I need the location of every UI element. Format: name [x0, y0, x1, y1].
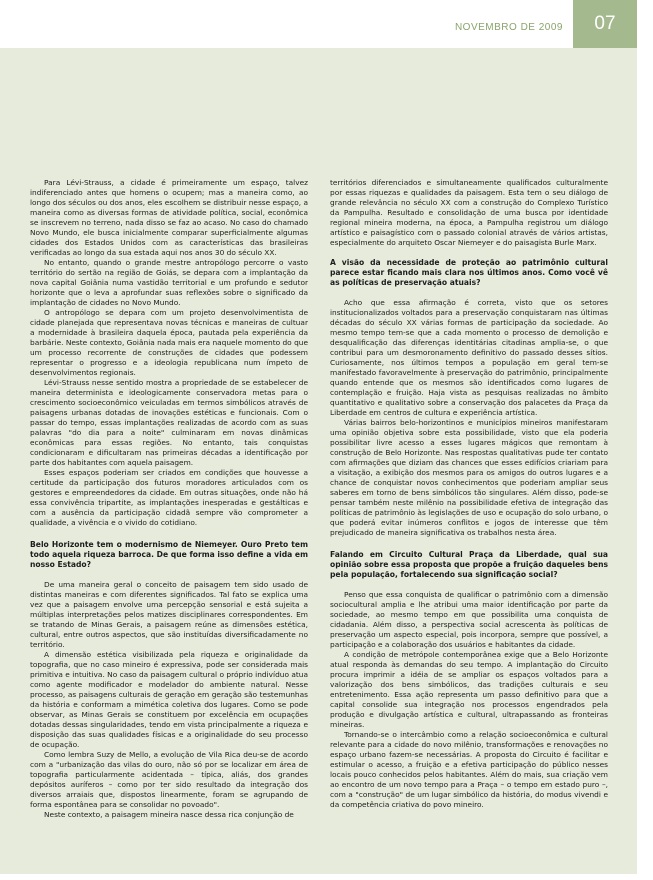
body-paragraph: territórios diferenciados e simultaneamente qualificados culturalmente por essas riquezas e qualidades da paisagem. Esta tem o seu diálogo de grande relevância no século XX com a construção do Complexo Turístico da Pampulha. Resultado e consolidação de uma busca por identidade regional mineira moderna, na época, a Pampulha registrou um diálogo artístico e paisagístico com o passado colonial através de vários artistas, especialmente do arquiteto Oscar Niemeyer e do paisagista Burle Marx.	[330, 178, 608, 247]
right-column	[330, 178, 608, 810]
body-paragraph: Neste contexto, a paisagem mineira nasce dessa rica conjunção de	[44, 810, 294, 819]
left-column	[30, 178, 308, 820]
body-paragraph: No entanto, quando o grande mestre antropólogo percorre o vasto território do sertão na região de Goiás, se depara com a implantação da nova capital Goiânia numa vastidão territorial e um profundo e sedutor horizonte que o leva a aprofundar suas reflexões sobre o significado da implantação de cidades no Novo Mundo.	[30, 258, 308, 307]
body-paragraph: Penso que essa conquista de qualificar o patrimônio com a dimensão sociocultural amplia e lhe atribui uma maior identificação por parte da sociedade, ao mesmo tempo em que possibilita uma conquista de cidadania. Além disso, a perspectiva social acrescenta às políticas de preservação um aspecto especial, pois incorpora, sempre que possível, a participação e a colaboração dos usuários e habitantes da cidade.	[330, 590, 608, 649]
body-paragraph: O antropólogo se depara com um projeto desenvolvimentista de cidade planejada que representava novas técnicas e maneiras de cultuar a modernidade à brasileira daquela época, pautada pela experiência da barbárie. Neste contexto, Goiânia nada mais era naquele momento do que um processo recorrente de construções de cidades que podessem representar o progresso e a ideologia republicana num ímpeto de desenvolvimentos regionais.	[30, 308, 308, 377]
page-margin-right	[637, 48, 653, 880]
interview-question: A visão da necessidade de proteção ao patrimônio cultural parece estar ficando mais clara nos últimos anos. Como você vê as políticas de preservação atuais?	[330, 258, 608, 287]
body-paragraph: Tornando-se o intercâmbio como a relação socioeconômica e cultural relevante para a cidade do novo milênio, transformações e renovações no espaço urbano fazem-se necessárias. A proposta do Circuito é facilitar e estimular o acesso, a fruição e a efetiva participação do público nesses locais pouco conhecidos pelos habitantes. Além do mais, sua criação vem ao encontro de um novo tempo para a Praça – o tempo em estado puro –, com a "construção" de um lugar simbólico da história, do modus vivendi e da competência criativa do povo mineiro.	[330, 730, 608, 809]
body-paragraph: Para Lévi-Strauss, a cidade é primeiramente um espaço, talvez indiferenciado antes que homens o ocupem; mas a maneira como, ao longo dos séculos ou dos anos, eles escolhem se distribuir nesse espaço, a maneira como as diversas formas de atividade política, social, econômica se inscrevem no terreno, nada disso se faz ao acaso. No caso do chamado Novo Mundo, ele busca inicialmente comparar superficialmente algumas cidades dos Estados Unidos com as características das brasileiras verificadas ao longo da sua estada aqui nos anos 30 do século XX.	[30, 178, 308, 257]
body-paragraph: A condição de metrópole contemporânea exige que a Belo Horizonte atual responda às demandas do seu tempo. A implantação do Circuito procura imprimir a idéia de se ampliar os espaços voltados para a valorização dos bens simbólicos, das tradições culturais e seu entretenimento. Essa ação representa um passo definitivo para que a capital consolide sua integração nos processos engendrados pela produção e divulgação artística e cultural, ultrapassando as fronteiras mineiras.	[330, 650, 608, 729]
page-margin-bottom	[0, 874, 653, 880]
body-paragraph: Como lembra Suzy de Mello, a evolução de Vila Rica deu-se de acordo com a "urbanização das vilas do ouro, não só por se localizar em área de topografia particularmente acidentada – típica, aliás, dos grandes depósitos auríferos – como por ter sido resultado da integração dos diversos arraiais que, dispostos linearmente, foram se agrupando de forma espontânea para se consolidar no povoado".	[30, 750, 308, 809]
body-paragraph: A dimensão estética visibilizada pela riqueza e originalidade da topografia, que no caso mineiro é expressiva, pode ser considerada mais primitiva e intuitiva. No caso da paisagem cultural o próprio indivíduo atua como agente modificador e modelador do ambiente natural. Nesse processo, as paisagens culturais de geração em geração são testemunhas da história e conformam a mimética coletiva dos lugares. Como se pode observar, as Minas Gerais se constituem por excelência em ocupações dotadas dessas singularidades, tendo em vista principalmente a riqueza e disposição das suas qualidades físicas e a originalidade do seu processo de ocupação.	[30, 650, 308, 749]
interview-question: Falando em Circuito Cultural Praça da Liberdade, qual sua opinião sobre essa proposta que propõe a fruição daqueles bens pela população, fortalecendo sua significação social?	[330, 550, 608, 579]
body-paragraph: Acho que essa afirmação é correta, visto que os setores institucionalizados voltados para a preservação conquistaram nas últimas décadas do século XX várias formas de participação da sociedade. Ao mesmo tempo tem-se que a cada momento o processo de demolição e desqualificação das diferenças identitárias citadinas amplia-se, o que contribui para um desmoronamento definitivo do passado desses sítios. Curiosamente, nos últimos tempos a população em geral tem-se manifestado favoravelmente à preservação do patrimônio, principalmente quando entende que os mesmos são identificados como lugares de contemplação e fruição. Haja vista as pesquisas realizadas no âmbito quantitativo e qualitativo sobre a conservação dos palacetes da Praça da Liberdade em centros de cultura e experiência artística.	[330, 298, 608, 417]
header-date: NOVEMBRO DE 2009	[454, 22, 563, 33]
body-paragraph: Várias bairros belo-horizontinos e municípios mineiros manifestaram uma opinião objetiva sobre esta possibilidade, visto que ela poderia possibilitar livre acesso a esses lugares mágicos que remontam à construção de Belo Horizonte. Nas respostas qualitativas pude ter contato com afirmações que diziam das chances que esses edifícios criariam para a visitação, a exibição dos mesmos para os amigos do outros lugares e a chance de conquistar novos conhecimentos que poderiam ampliar seus saberes em torno de bens simbólicos tão singulares. Além disso, pode-se pensar também neste milênio na possibilidade efetiva de integração das políticas de patrimônio às legislações de uso e ocupação do solo urbano, o que poderá evitar inúmeros conflitos e jogos de interesse que têm prejudicado de maneira significativa os trabalhos nesta área.	[330, 418, 608, 537]
interview-question: Belo Horizonte tem o modernismo de Niemeyer. Ouro Preto tem todo aquela riqueza barroca. De que forma isso define a vida em nosso Estado?	[30, 540, 308, 569]
body-paragraph: Lévi-Strauss nesse sentido mostra a propriedade de se estabelecer de maneira determinista e ideologicamente conservadora metas para o crescimento socioeconômico veiculadas em termos simbólicos através de paisagens urbanas dotadas de inovações estéticas e funcionais. Com o passar do tempo, essas implantações realizadas de acordo com as suas palavras "do dia para a noite" culminaram em novas dinâmicas econômicas para essas regiões. No entanto, tais conquistas condicionaram e dificultaram nas primeiras décadas a identificação por parte dos habitantes com aquela paisagem.	[30, 378, 308, 467]
body-paragraph: De uma maneira geral o conceito de paisagem tem sido usado de distintas maneiras e com diferentes significados. Tal fato se explica uma vez que a paisagem envolve uma percepção sensorial e está sujeita a múltiplas interpretações pelos matizes disciplinares correspondentes. Em se tratando de Minas Gerais, a paisagem reúne as dimensões estética, cultural, entre outros aspectos, que são instituídas diversificadamente no território.	[30, 580, 308, 649]
body-paragraph: Esses espaços poderiam ser criados em condições que houvesse a certitude da participação dos futuros moradores articulados com os gestores e empreendedores da cidade. Em outras situações, onde não há essa convivência tripartite, as implantações inesperadas e gestálticas e com a ausência da participação cidadã sempre vão comprometer a qualidade, a vivência e o vivido do cotidiano.	[30, 468, 308, 527]
page-number: 07	[573, 0, 637, 48]
